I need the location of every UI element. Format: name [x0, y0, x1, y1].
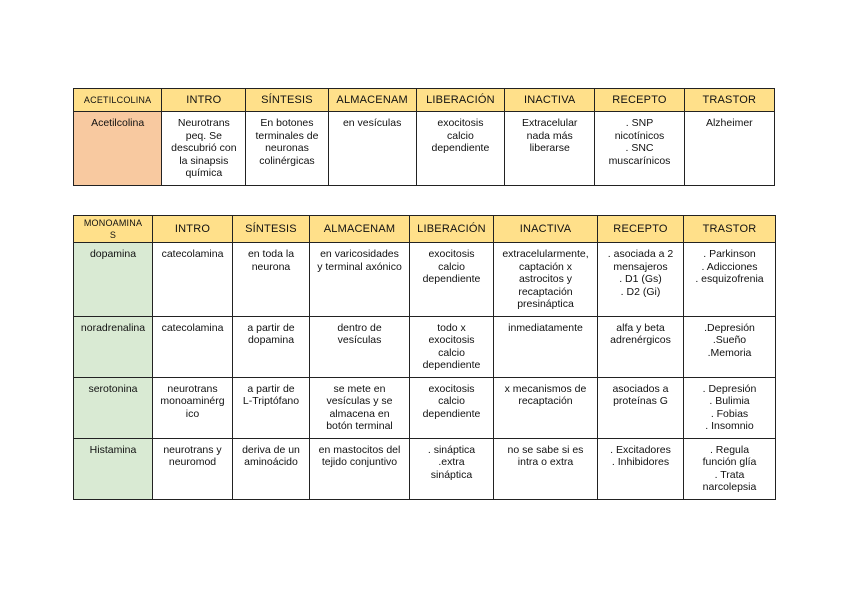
- cell-liberacion: todo x exocitosis calcio dependiente: [410, 316, 494, 377]
- cell-intro: catecolamina: [153, 316, 233, 377]
- cell-inactiva: x mecanismos de recaptación: [494, 377, 598, 438]
- cell-recepto: . SNP nicotínicos . SNC muscarínicos: [595, 112, 684, 186]
- cell-intro: Neurotrans peq. Se descubrió con la sinapsis química: [162, 112, 246, 186]
- header-recepto: RECEPTO: [595, 89, 684, 112]
- cell-trastor: Alzheimer: [684, 112, 774, 186]
- cell-liberacion: exocitosis calcio dependiente: [416, 112, 504, 186]
- cell-almacenam: se mete en vesículas y se almacena en botón terminal: [310, 377, 410, 438]
- cell-liberacion: exocitosis calcio dependiente: [410, 377, 494, 438]
- row-label: Histamina: [74, 438, 153, 499]
- cell-sintesis: a partir de L-Triptófano: [233, 377, 310, 438]
- cell-almacenam: en varicosidades y terminal axónico: [310, 243, 410, 317]
- cell-intro: neurotrans y neuromod: [153, 438, 233, 499]
- header-intro: INTRO: [153, 216, 233, 243]
- cell-almacenam: dentro de vesículas: [310, 316, 410, 377]
- header-acetilcolina: ACETILCOLINA: [74, 89, 162, 112]
- cell-trastor: . Parkinson . Adicciones . esquizofrenia: [684, 243, 776, 317]
- row-label: dopamina: [74, 243, 153, 317]
- header-intro: INTRO: [162, 89, 246, 112]
- table-row: [74, 112, 775, 186]
- header-liberacion: LIBERACIÓN: [410, 216, 494, 243]
- cell-recepto: . asociada a 2 mensajeros . D1 (Gs) . D2 (Gi): [598, 243, 684, 317]
- cell-liberacion: . sináptica .extra sináptica: [410, 438, 494, 499]
- cell-liberacion: exocitosis calcio dependiente: [410, 243, 494, 317]
- table-header-row: [74, 216, 776, 243]
- header-trastor: TRASTOR: [684, 216, 776, 243]
- cell-almacenam: en mastocitos del tejido conjuntivo: [310, 438, 410, 499]
- cell-inactiva: extracelularmente, captación x astrocitos y recaptación presináptica: [494, 243, 598, 317]
- cell-intro: neurotrans monoaminérg ico: [153, 377, 233, 438]
- header-recepto: RECEPTO: [598, 216, 684, 243]
- table-row: [74, 377, 776, 438]
- header-inactiva: INACTIVA: [505, 89, 595, 112]
- cell-inactiva: no se sabe si es intra o extra: [494, 438, 598, 499]
- table-row: [74, 316, 776, 377]
- header-liberacion: LIBERACIÓN: [416, 89, 504, 112]
- cell-inactiva: inmediatamente: [494, 316, 598, 377]
- row-label: Acetilcolina: [74, 112, 162, 186]
- cell-recepto: alfa y beta adrenérgicos: [598, 316, 684, 377]
- header-almacenam: ALMACENAM: [310, 216, 410, 243]
- header-sintesis: SÍNTESIS: [246, 89, 328, 112]
- cell-almacenam: en vesículas: [328, 112, 416, 186]
- cell-intro: catecolamina: [153, 243, 233, 317]
- row-label: noradrenalina: [74, 316, 153, 377]
- cell-sintesis: deriva de un aminoácido: [233, 438, 310, 499]
- acetilcolina-table: [73, 88, 775, 186]
- cell-trastor: . Depresión . Bulimia . Fobias . Insomnio: [684, 377, 776, 438]
- header-trastor: TRASTOR: [684, 89, 774, 112]
- cell-recepto: asociados a proteínas G: [598, 377, 684, 438]
- cell-trastor: .Depresión .Sueño .Memoria: [684, 316, 776, 377]
- table-row: [74, 243, 776, 317]
- cell-sintesis: En botones terminales de neuronas colinérgicas: [246, 112, 328, 186]
- cell-inactiva: Extracelular nada más liberarse: [505, 112, 595, 186]
- header-monoaminas: MONOAMINA S: [74, 216, 153, 243]
- header-sintesis: SÍNTESIS: [233, 216, 310, 243]
- cell-sintesis: a partir de dopamina: [233, 316, 310, 377]
- header-almacenam: ALMACENAM: [328, 89, 416, 112]
- cell-sintesis: en toda la neurona: [233, 243, 310, 317]
- row-label: serotonina: [74, 377, 153, 438]
- cell-trastor: . Regula función glía . Trata narcolepsia: [684, 438, 776, 499]
- cell-recepto: . Excitadores . Inhibidores: [598, 438, 684, 499]
- monoaminas-table: [73, 215, 776, 500]
- header-inactiva: INACTIVA: [494, 216, 598, 243]
- table-header-row: [74, 89, 775, 112]
- table-row: [74, 438, 776, 499]
